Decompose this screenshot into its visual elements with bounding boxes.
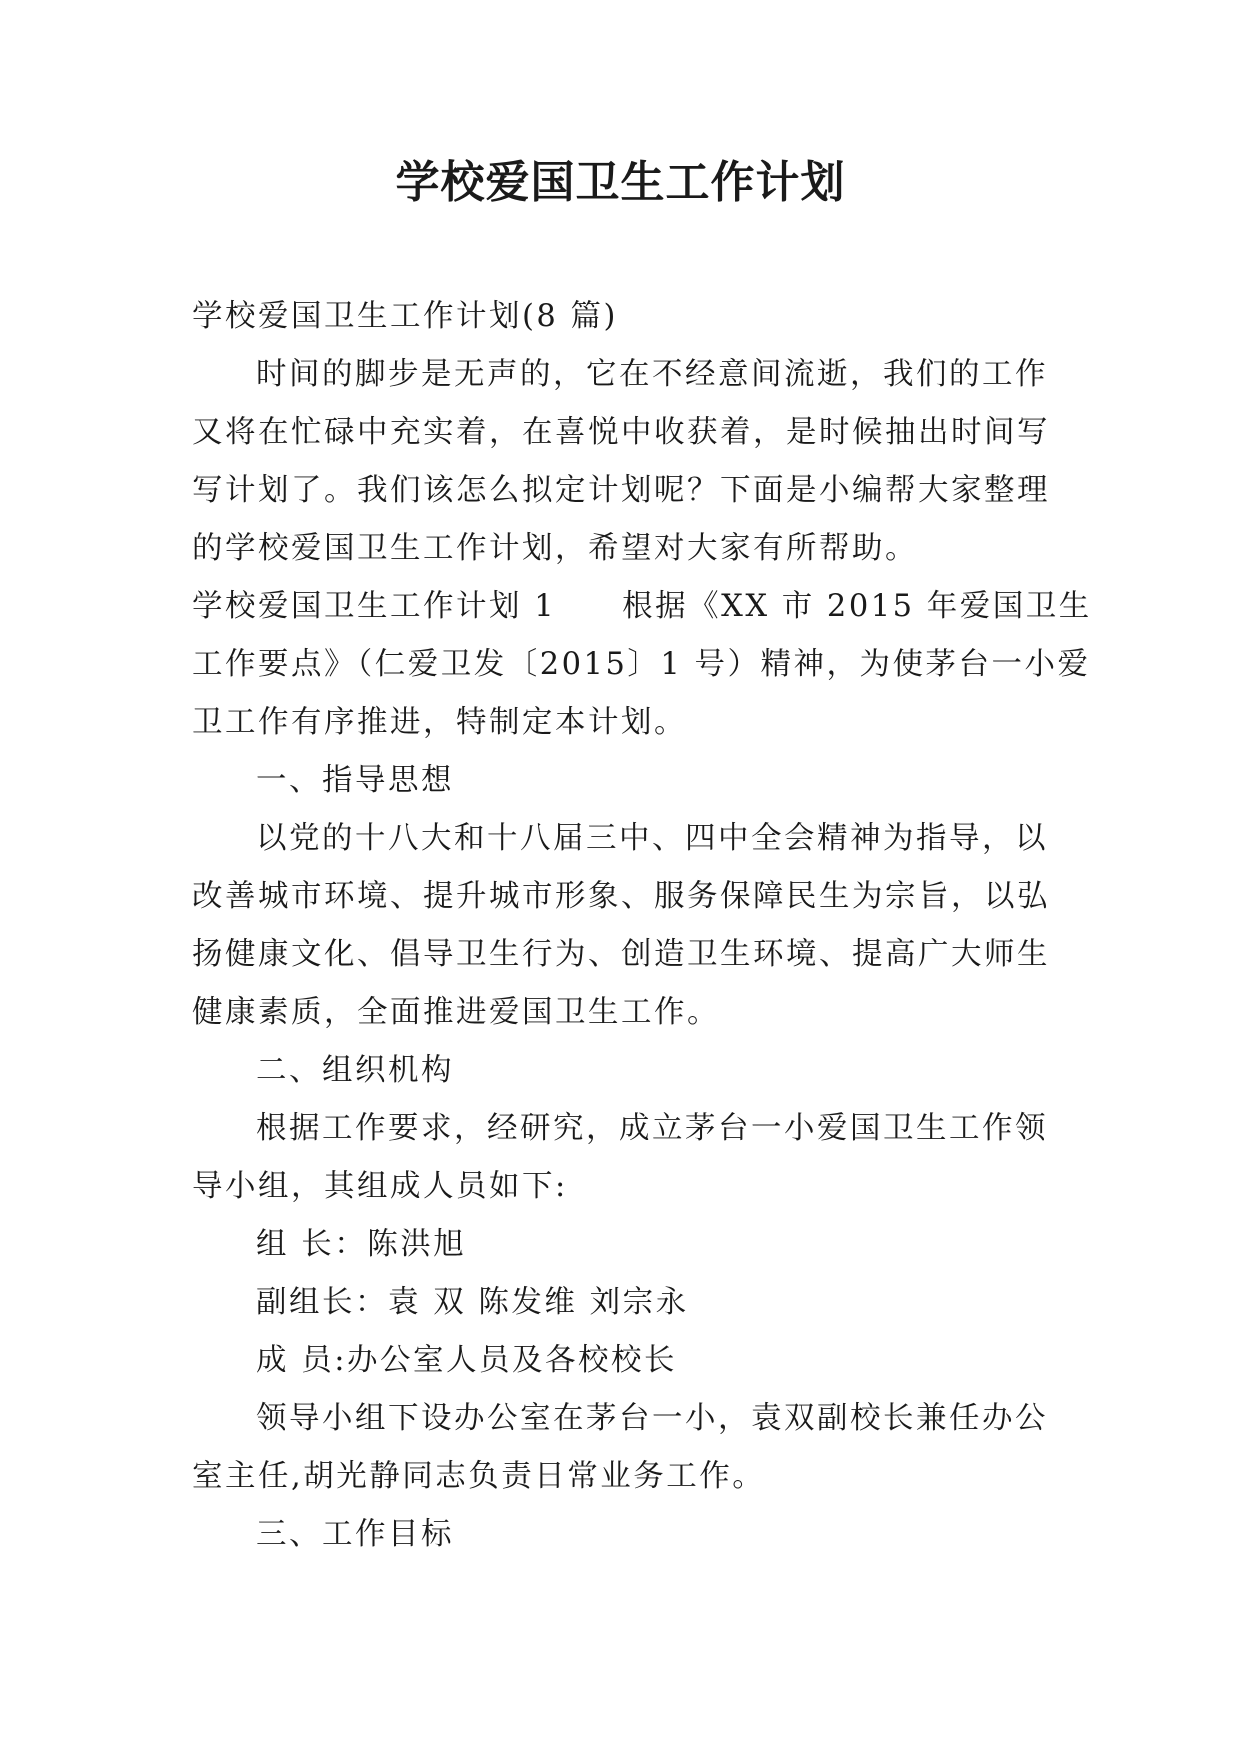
- paragraph-line: 工作要点》（仁爱卫发〔2015〕1 号）精神，为使茅台一小爱: [192, 647, 1091, 682]
- paragraph-line: 扬健康文化、倡导卫生行为、创造卫生环境、提高广大师生: [192, 937, 1050, 972]
- member-line: 成 员:办公室人员及各校校长: [256, 1343, 677, 1378]
- paragraph-line: 学校爱国卫生工作计划 1 根据《XX 市 2015 年爱国卫生: [192, 589, 1092, 624]
- paragraph-line: 又将在忙碌中充实着，在喜悦中收获着，是时候抽出时间写: [192, 415, 1050, 450]
- member-line: 组 长：陈洪旭: [256, 1227, 467, 1262]
- paragraph-line: 改善城市环境、提升城市形象、服务保障民生为宗旨，以弘: [192, 879, 1050, 914]
- member-line: 副组长：袁 双 陈发维 刘宗永: [256, 1285, 689, 1320]
- paragraph-line: 时间的脚步是无声的，它在不经意间流逝，我们的工作: [256, 357, 1048, 392]
- paragraph-line: 写计划了。我们该怎么拟定计划呢？下面是小编帮大家整理: [192, 473, 1050, 508]
- document-body: [192, 288, 1092, 1564]
- subtitle-line: 学校爱国卫生工作计划(8 篇): [192, 299, 618, 334]
- paragraph-line: 导小组，其组成人员如下:: [192, 1169, 568, 1204]
- section-heading: 一、指导思想: [256, 763, 454, 798]
- paragraph-line: 健康素质，全面推进爱国卫生工作。: [192, 995, 720, 1030]
- section-heading: 二、组织机构: [256, 1053, 454, 1088]
- paragraph-line: 根据工作要求，经研究，成立茅台一小爱国卫生工作领: [256, 1111, 1048, 1146]
- paragraph-line: 以党的十八大和十八届三中、四中全会精神为指导，以: [256, 821, 1048, 856]
- section-heading: 三、工作目标: [256, 1517, 454, 1552]
- paragraph-line: 室主任,胡光静同志负责日常业务工作。: [192, 1459, 766, 1494]
- paragraph-line: 的学校爱国卫生工作计划，希望对大家有所帮助。: [192, 531, 918, 566]
- paragraph-line: 领导小组下设办公室在茅台一小，袁双副校长兼任办公: [256, 1401, 1048, 1436]
- document-title: 学校爱国卫生工作计划: [395, 157, 846, 208]
- paragraph-line: 卫工作有序推进，特制定本计划。: [192, 705, 687, 740]
